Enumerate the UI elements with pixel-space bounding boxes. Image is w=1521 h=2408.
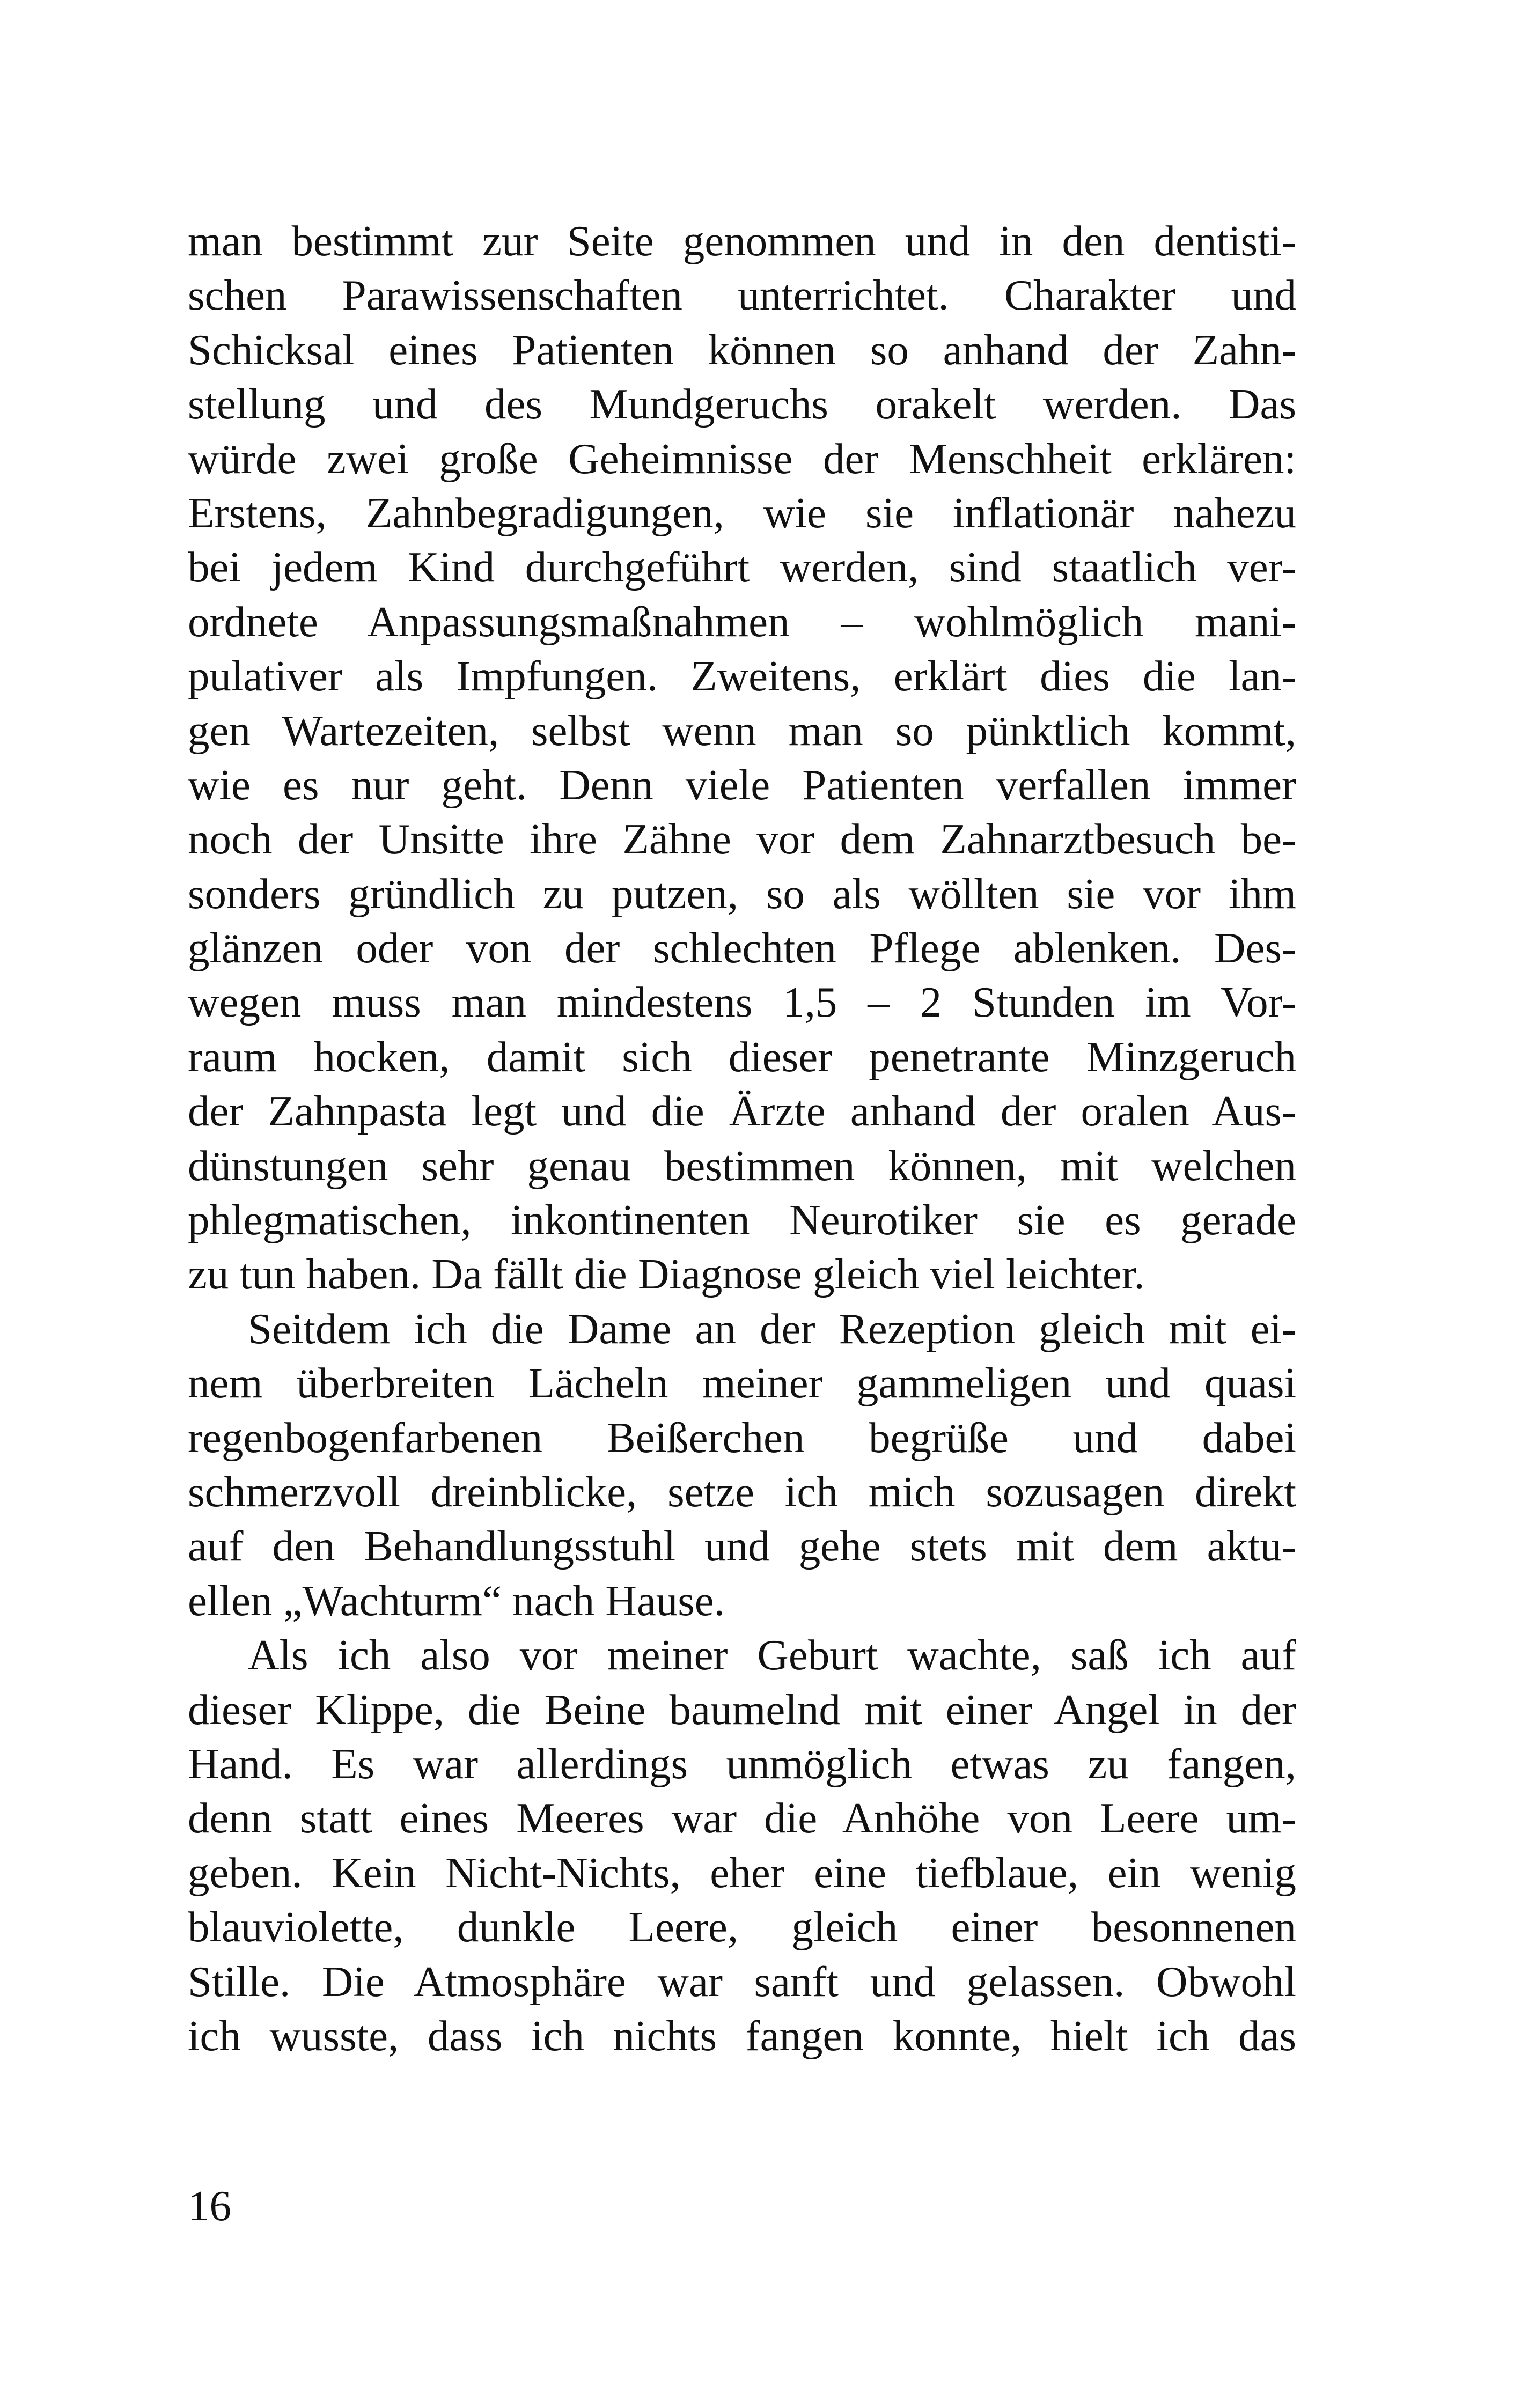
text-line: Hand. Es war allerdings unmöglich etwas zu fangen, <box>188 1739 1296 1788</box>
text-line: Seitdem ich die Dame an der Rezeption gleich mit ei- <box>248 1304 1296 1353</box>
text-line: denn statt eines Meeres war die Anhöhe von Leere um- <box>188 1794 1296 1843</box>
text-line: wie es nur geht. Denn viele Patienten verfallen immer <box>188 760 1296 809</box>
text-line: schmerzvoll dreinblicke, setze ich mich sozusagen direkt <box>188 1467 1296 1516</box>
text-line: geben. Kein Nicht-Nichts, eher eine tiefblaue, ein wenig <box>188 1848 1296 1897</box>
text-line: bei jedem Kind durchgeführt werden, sind staatlich ver- <box>188 543 1296 592</box>
text-line: Schicksal eines Patienten können so anhand der Zahn- <box>188 325 1296 374</box>
text-line: ordnete Anpassungsmaßnahmen – wohlmöglich mani- <box>188 597 1296 646</box>
text-line: nem überbreiten Lächeln meiner gammeligen und quasi <box>188 1359 1296 1408</box>
body-text <box>188 214 1296 2063</box>
text-line: würde zwei große Geheimnisse der Menschheit erklären: <box>188 434 1296 483</box>
text-line: ich wusste, dass ich nichts fangen konnte, hielt ich das <box>188 2011 1296 2060</box>
text-line: dünstungen sehr genau bestimmen können, mit welchen <box>188 1141 1296 1190</box>
text-line: man bestimmt zur Seite genommen und in den dentisti- <box>188 217 1296 265</box>
text-line: Stille. Die Atmosphäre war sanft und gelassen. Obwohl <box>188 1957 1296 2006</box>
text-line: gen Wartezeiten, selbst wenn man so pünktlich kommt, <box>188 706 1296 755</box>
text-line: glänzen oder von der schlechten Pflege ablenken. Des- <box>188 924 1296 973</box>
text-line: schen Parawissenschaften unterrichtet. Charakter und <box>188 271 1296 320</box>
text-line: auf den Behandlungsstuhl und gehe stets mit dem aktu- <box>188 1522 1296 1571</box>
text-line: sonders gründlich zu putzen, so als wöllten sie vor ihm <box>188 869 1296 918</box>
text-line: wegen muss man mindestens 1,5 – 2 Stunden im Vor- <box>188 978 1296 1027</box>
text-line: phlegmatischen, inkontinenten Neurotiker sie es gerade <box>188 1196 1296 1244</box>
text-line: pulativer als Impfungen. Zweitens, erklärt dies die lan- <box>188 652 1296 701</box>
text-line: blauviolette, dunkle Leere, gleich einer besonnenen <box>188 1903 1296 1952</box>
text-line: zu tun haben. Da fällt die Diagnose gleich viel leichter. <box>188 1250 1145 1299</box>
text-line: dieser Klippe, die Beine baumelnd mit einer Angel in der <box>188 1685 1296 1734</box>
text-line: raum hocken, damit sich dieser penetrante Minzgeruch <box>188 1032 1296 1081</box>
text-line: regenbogenfarbenen Beißerchen begrüße und dabei <box>188 1413 1296 1462</box>
text-line: Als ich also vor meiner Geburt wachte, saß ich auf <box>248 1631 1296 1680</box>
text-line: stellung und des Mundgeruchs orakelt werden. Das <box>188 380 1296 429</box>
text-line: ellen „Wachturm“ nach Hause. <box>188 1576 725 1625</box>
page-number: 16 <box>188 2182 231 2230</box>
text-line: Erstens, Zahnbegradigungen, wie sie inflationär nahezu <box>188 488 1296 537</box>
text-line: der Zahnpasta legt und die Ärzte anhand der oralen Aus- <box>188 1087 1296 1136</box>
text-line: noch der Unsitte ihre Zähne vor dem Zahnarztbesuch be- <box>188 815 1296 864</box>
